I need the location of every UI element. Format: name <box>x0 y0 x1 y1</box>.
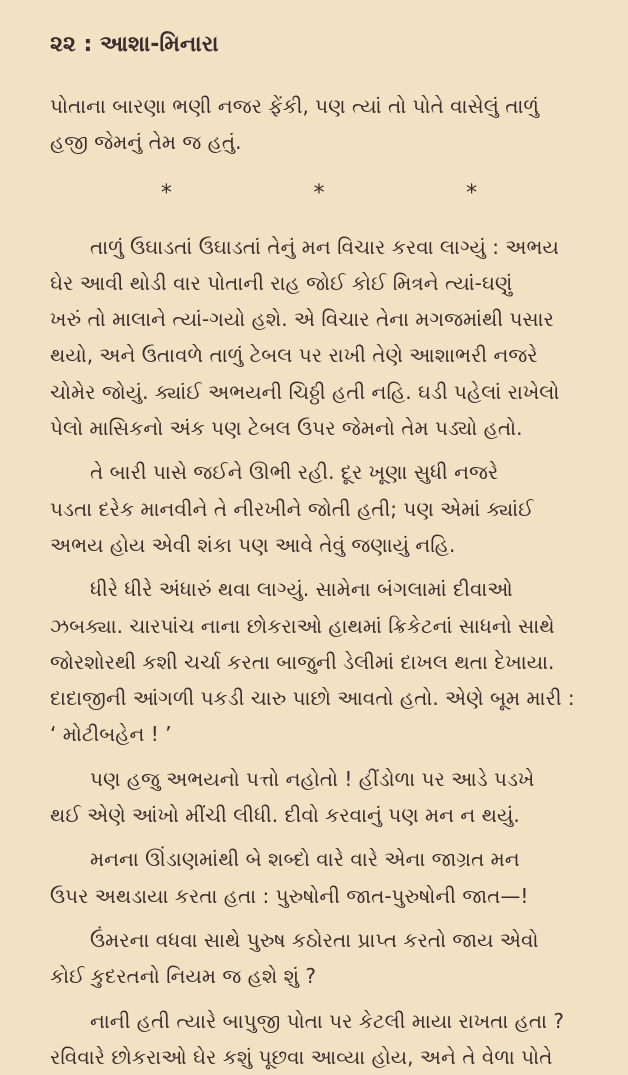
paragraph <box>50 571 588 752</box>
text-line: ખરું તો માલાને ત્યાં-ગયો હશે. એ વિચાર તેના મગજમાંથી પસાર <box>50 307 554 332</box>
text-line: પેલો માસિકનો અંક પણ ટેબલ ઉપર જેમનો તેમ પડ્યો હતો. <box>50 416 523 441</box>
text-line: પણ હજુ અભયનો પત્તો નહોતો ! હીંડોળા પર આડે પડખે <box>90 766 535 791</box>
paragraph <box>50 841 588 914</box>
text-line: ઉંમરના વધવા સાથે પુરુષ કઠોરતા પ્રાપ્ત કરતો જાય એવો <box>90 927 539 952</box>
text-line: હજી જેમનું તેમ જ હતું. <box>50 130 242 155</box>
text-line: નાની હતી ત્યારે બાપુજી પોતા પર કેટલી માયા રાખતા હતા ? <box>90 1008 565 1033</box>
text-line: અભય હોય એવી શંકા પણ આવે તેવું જણાયું નહિ. <box>50 532 456 557</box>
section-separator <box>50 181 588 207</box>
text-line: તાળું ઉઘાડતાં ઉઘાડતાં તેનું મન વિચાર કરવા લાગ્યું : અભય <box>90 234 559 259</box>
text-line: પડતા દરેક માનવીને તે નીરખીને જોતી હતી; પણ એમાં ક્યાંઈ <box>50 496 534 521</box>
separator-star: * <box>160 180 172 206</box>
paragraph <box>50 1003 588 1075</box>
separator-star: * <box>466 180 478 206</box>
text-line: મનના ઊંડાણમાંથી બે શબ્દો વારે વારે એના જાગ્રત મન <box>90 847 520 872</box>
text-line: કોઈ કુદરતનો નિયમ જ હશે શું ? <box>50 964 317 989</box>
text-line: ઝબક્યા. ચારપાંચ નાના છોકરાઓ હાથમાં ક્રિકેટનાં સાધનો સાથે <box>50 613 555 638</box>
separator-star: * <box>313 180 325 206</box>
text-line: થઈ એણે આંખો મીંચી લીધી. દીવો કરવાનું પણ મન ન થયું. <box>50 803 520 828</box>
text-line: ઘેર આવી થોડી વાર પોતાની રાહ જોઈ કોઈ મિત્રને ત્યાં-ઘણું <box>50 270 513 295</box>
text-line: પોતાના બારણા ભણી નજર ફેંકી, પણ ત્યાં તો પોતે વાસેલું તાળું <box>50 94 539 118</box>
running-header: ૨૨ : આશા-મિનારા <box>50 32 219 57</box>
text-line: ચોમેર જોયું. ક્યાંઈ અભયની ચિઠ્ઠી હતી નહિ. ઘડી પહેલાં રાખેલો <box>50 379 560 404</box>
paragraph <box>50 88 588 161</box>
text-line: થયો, અને ઉતાવળે તાળું ટેબલ પર રાખી તેણે આશાભરી નજરે <box>50 343 538 368</box>
text-line: દાદાજીની આંગળી પકડી ચારુ પાછો આવતો હતો. એણે બૂમ મારી : <box>50 686 575 711</box>
text-line: તે બારી પાસે જઈને ઊભી રહી. દૂર ખૂણા સુધી નજરે <box>90 460 499 485</box>
text-line: જોરશોરથી કશી ચર્ચા કરતા બાજુની ડેલીમાં દાખલ થતા દેખાયા. <box>50 649 555 674</box>
paragraph <box>50 229 588 447</box>
text-line: ધીરે ધીરે અંધારું થવા લાગ્યું. સામેના બંગલામાં દીવાઓ <box>90 577 513 602</box>
text-line: ઉપર અથડાયા કરતા હતા : પુરુષોની જાત-પુરુષોની જાત—! <box>50 883 529 908</box>
paragraph <box>50 922 588 995</box>
paragraph <box>50 454 588 563</box>
paragraph <box>50 761 588 834</box>
text-line: રવિવારે છોકરાઓ ઘેર કશું પૂછવા આવ્યા હોય, અને તે વેળા પોતે <box>50 1044 553 1069</box>
text-line: ‘ મોટીબહેન ! ’ <box>50 722 172 747</box>
